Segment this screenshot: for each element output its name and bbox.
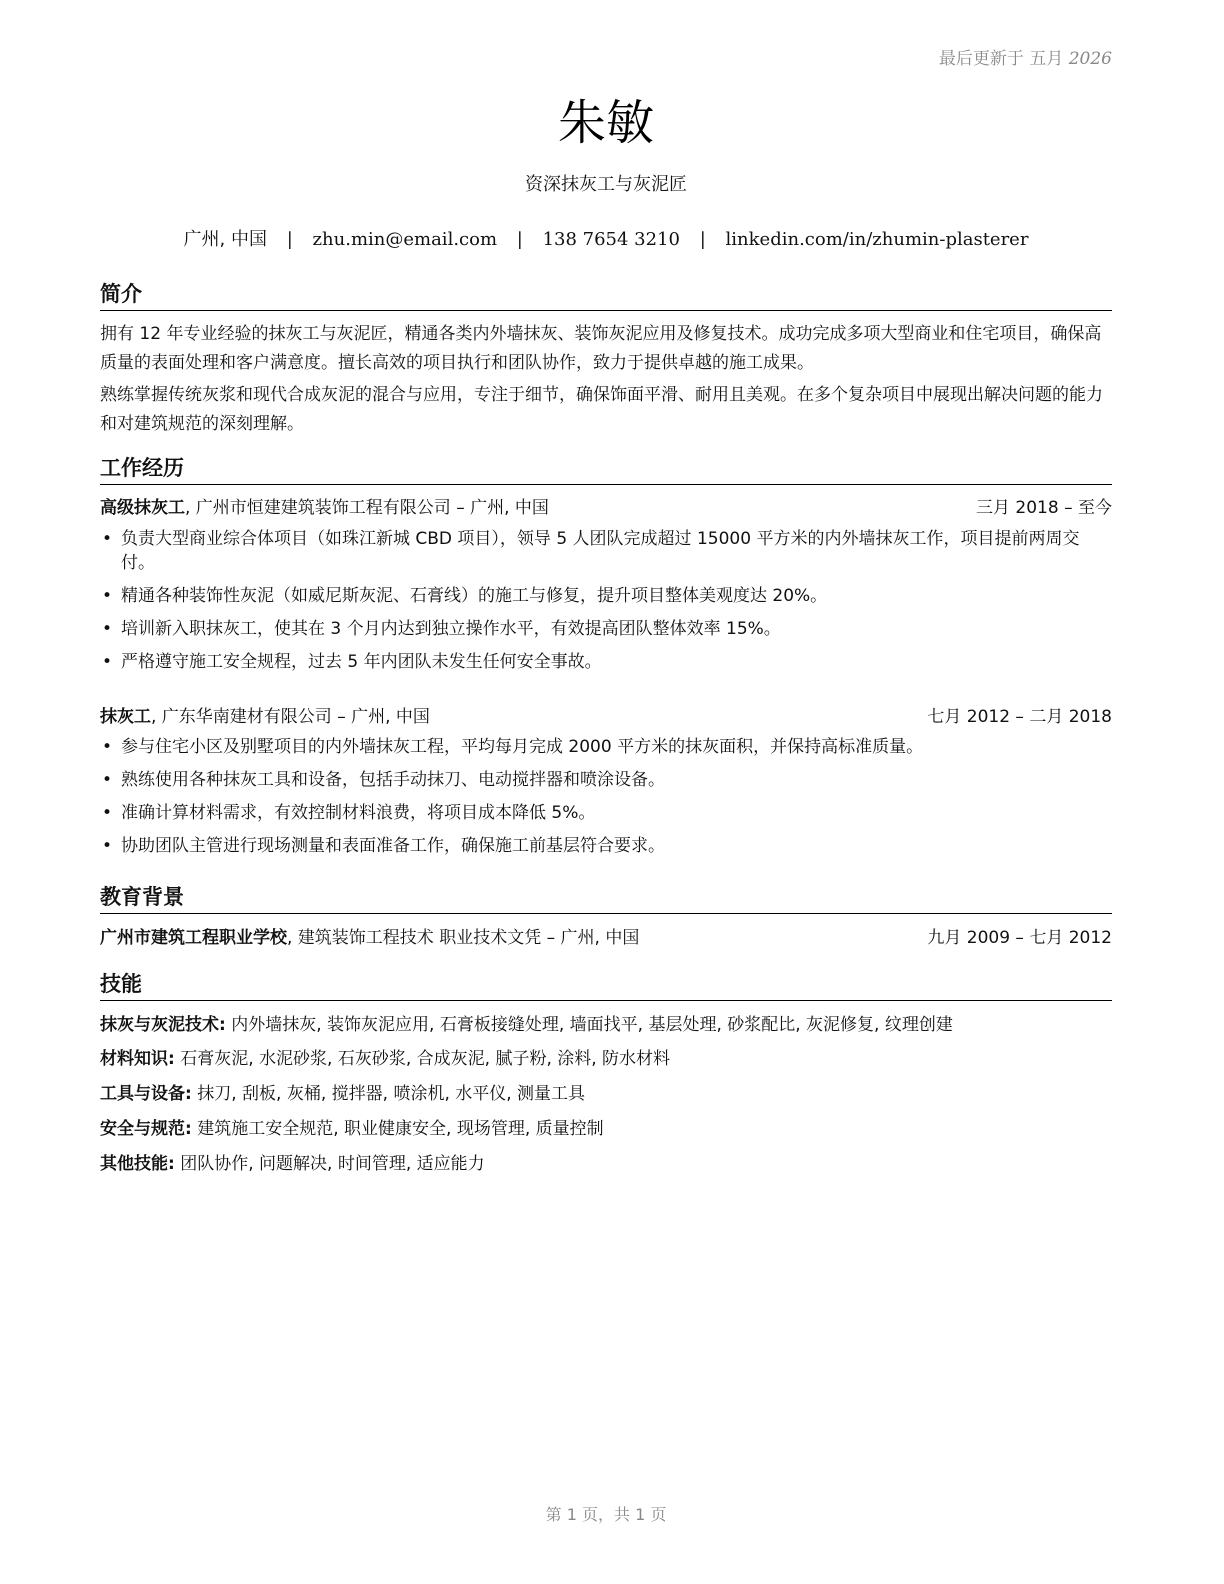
section-title-experience: 工作经历 (100, 452, 1112, 485)
skill-value: 建筑施工安全规范, 职业健康安全, 现场管理, 质量控制 (191, 1119, 604, 1139)
list-item: • 精通各种装饰性灰泥（如威尼斯灰泥、石膏线）的施工与修复，提升项目整体美观度达 20%。 (102, 586, 828, 606)
contact-separator: | (699, 229, 706, 250)
contact-linkedin[interactable]: linkedin.com/in/zhumin-plasterer (725, 229, 1029, 250)
last-updated (939, 44, 1112, 69)
contact-email[interactable]: zhu.min@email.com (312, 229, 498, 250)
list-item: • 准确计算材料需求，有效控制材料浪费，将项目成本降低 5%。 (102, 803, 596, 823)
skill-value: 抹刀, 刮板, 灰桶, 搅拌器, 喷涂机, 水平仪, 测量工具 (191, 1084, 586, 1104)
skill-value: 团队协作, 问题解决, 时间管理, 适应能力 (174, 1154, 485, 1174)
summary-paragraph-2: 熟练掌握传统灰浆和现代合成灰泥的混合与应用，专注于细节，确保饰面平滑、耐用且美观。在多个复杂项目中展现出解决问题的能力和对建筑规范的深刻理解。 (100, 385, 1103, 434)
job-role: 高级抹灰工 (100, 498, 185, 518)
skill-row (100, 1047, 1112, 1071)
skill-label: 其他技能: (100, 1154, 175, 1174)
skill-label: 工具与设备: (100, 1084, 192, 1104)
job-header (100, 496, 1112, 520)
skill-row (100, 1117, 1112, 1141)
last-updated-year: 2026 (1068, 49, 1112, 69)
education-entry (100, 926, 1112, 950)
skill-label: 抹灰与灰泥技术: (100, 1015, 226, 1035)
contact-line (100, 225, 1112, 251)
page-footer: 第 1 页，共 1 页 (545, 1505, 667, 1524)
list-item: • 参与住宅小区及别墅项目的内外墙抹灰工程，平均每月完成 2000 平方米的抹灰面积，并保持高标准质量。 (102, 737, 924, 757)
contact-separator: | (286, 229, 293, 250)
list-item: • 培训新入职抹灰工，使其在 3 个月内达到独立操作水平，有效提高团队整体效率 15%。 (102, 619, 781, 639)
contact-separator: | (516, 229, 523, 250)
last-updated-prefix: 最后更新于 五月 (938, 49, 1064, 69)
education-dates: 九月 2009 – 七月 2012 (927, 928, 1112, 948)
skill-label: 安全与规范: (100, 1119, 192, 1139)
job-dates: 七月 2012 – 二月 2018 (927, 707, 1112, 727)
job-bullets (100, 527, 1112, 683)
job-header (100, 705, 1112, 729)
list-item: • 严格遵守施工安全规程，过去 5 年内团队未发生任何安全事故。 (102, 652, 602, 672)
section-title-education: 教育背景 (100, 881, 1112, 914)
candidate-name: 朱敏 (557, 95, 654, 151)
job-bullets (100, 735, 1112, 867)
education-school: 广州市建筑工程职业学校 (100, 928, 287, 948)
job-company: , 广东华南建材有限公司 – 广州, 中国 (151, 707, 430, 727)
job-company: , 广州市恒建建筑装饰工程有限公司 – 广州, 中国 (185, 498, 549, 518)
skill-value: 内外墙抹灰, 装饰灰泥应用, 石膏板接缝处理, 墙面找平, 基层处理, 砂浆配比, 灰泥修复, 纹理创建 (225, 1015, 953, 1035)
resume-page (100, 0, 1112, 1584)
list-item: • 熟练使用各种抹灰工具和设备，包括手动抹刀、电动搅拌器和喷涂设备。 (102, 770, 665, 790)
section-title-skills: 技能 (100, 968, 1112, 1001)
skill-row (100, 1152, 1112, 1176)
contact-location: 广州, 中国 (183, 229, 267, 250)
section-title-summary: 简介 (100, 278, 1112, 311)
skill-row (100, 1013, 1112, 1037)
summary-paragraph-1: 拥有 12 年专业经验的抹灰工与灰泥匠，精通各类内外墙抹灰、装饰灰泥应用及修复技术。成功完成多项大型商业和住宅项目，确保高质量的表面处理和客户满意度。擅长高效的项目执行和团队协作，致力于提供卓越的施工成果。 (100, 324, 1102, 373)
candidate-headline: 资深抹灰工与灰泥匠 (525, 174, 687, 195)
job-dates: 三月 2018 – 至今 (976, 498, 1112, 518)
contact-phone[interactable]: 138 7654 3210 (542, 229, 680, 250)
skill-value: 石膏灰泥, 水泥砂浆, 石灰砂浆, 合成灰泥, 腻子粉, 涂料, 防水材料 (174, 1049, 671, 1069)
education-detail: , 建筑装饰工程技术 职业技术文凭 – 广州, 中国 (287, 928, 640, 948)
list-item: • 协助团队主管进行现场测量和表面准备工作，确保施工前基层符合要求。 (102, 836, 665, 856)
list-item: • 负责大型商业综合体项目（如珠江新城 CBD 项目），领导 5 人团队完成超过 15000 平方米的内外墙抹灰工作，项目提前两周交付。 (102, 529, 1080, 573)
job-role: 抹灰工 (100, 707, 151, 727)
skill-row (100, 1082, 1112, 1106)
skill-label: 材料知识: (100, 1049, 175, 1069)
